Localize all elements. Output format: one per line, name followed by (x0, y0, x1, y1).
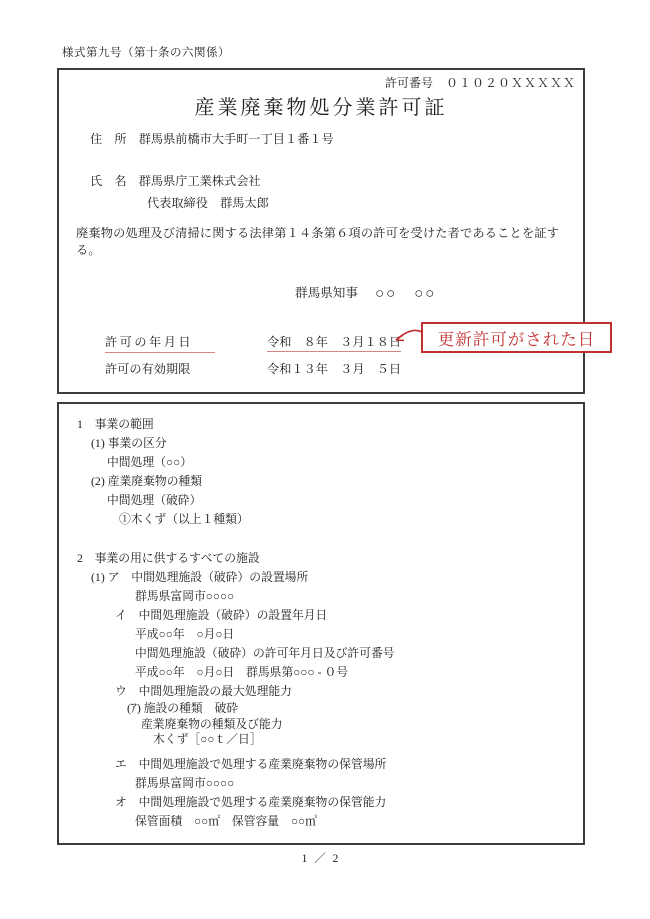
permit-number-label: 許可番号 (384, 76, 433, 90)
expiry-date-label: 許可の有効期限 (105, 362, 191, 376)
document-line: エ 中間処理施設で処理する産業廃棄物の保管場所 (115, 756, 387, 771)
document-line: (2) 産業廃棄物の種類 (91, 474, 203, 488)
document-line: 木くず［○○ｔ／日］ (153, 732, 262, 746)
document-line: 中間処理（○○） (107, 455, 193, 469)
document-line: 保管面積 ○○㎡ 保管容量 ○○㎥ (135, 813, 317, 828)
governor-name-placeholder: ○○ ○○ (375, 286, 437, 302)
company-name-line: 氏 名 群馬県庁工業株式会社 (90, 174, 261, 188)
address-line: 住 所 群馬県前橋市大手町一丁目１番１号 (90, 132, 334, 146)
document-line: ウ 中間処理施設の最大処理能力 (115, 684, 292, 698)
document-line: 平成○○年 ○月○日 群馬県第○○○ - ０号 (135, 665, 349, 679)
permit-number-value: ０１０２０ＸＸＸＸＸ (445, 76, 576, 90)
form-style-label: 様式第九号（第十条の六関係） (62, 47, 230, 59)
annotation-arrow-icon (392, 327, 423, 346)
document-line: 1 事業の範囲 (77, 417, 154, 431)
body-lines-container (59, 415, 583, 831)
expiry-date-value: 令和１３年 ３月 ５日 (267, 362, 402, 376)
permit-date-label: 許可の年月日 (105, 333, 215, 353)
document-line: 群馬県富岡市○○○○ (135, 775, 235, 790)
document-line: 平成○○年 ○月○日 (135, 627, 235, 641)
annotation-callout-box: 更新許可がされた日 (421, 322, 612, 353)
expiry-date-row (105, 360, 401, 377)
document-line: 中間処理（破砕） (107, 493, 202, 507)
document-line: 2 事業の用に供するすべての施設 (77, 551, 260, 565)
page-number: 1 ／ 2 (301, 853, 341, 865)
permit-date-value: 令和 ８年 ３月１８日 (267, 335, 401, 352)
document-title: 産業廃棄物処分業許可証 (194, 97, 448, 119)
document-line: オ 中間処理施設で処理する産業廃棄物の保管能力 (115, 794, 387, 809)
document-line: ①木くず（以上１種類） (119, 512, 249, 526)
document-line: (1) 事業の区分 (91, 436, 167, 450)
document-line: 群馬県富岡市○○○○ (135, 589, 235, 603)
document-line: 産業廃棄物の種類及び能力 (141, 716, 283, 731)
governor-signature-line (295, 282, 436, 303)
governor-label: 群馬県知事 (295, 286, 358, 300)
permit-date-row (105, 333, 401, 353)
permit-number-row (385, 74, 576, 91)
document-line: イ 中間処理施設（破砕）の設置年月日 (115, 608, 328, 622)
document-line: (1) ア 中間処理施設（破砕）の設置場所 (91, 570, 309, 584)
document-line: 中間処理施設（破砕）の許可年月日及び許可番号 (135, 646, 395, 660)
certification-statement: 廃棄物の処理及び清掃に関する法律第１４条第６項の許可を受けた者であることを証する。 (76, 226, 560, 257)
document-line: (ｱ) 施設の種類 破砕 (127, 701, 239, 715)
business-details-box (57, 402, 585, 845)
representative-line: 代表取締役 群馬太郎 (147, 196, 269, 210)
